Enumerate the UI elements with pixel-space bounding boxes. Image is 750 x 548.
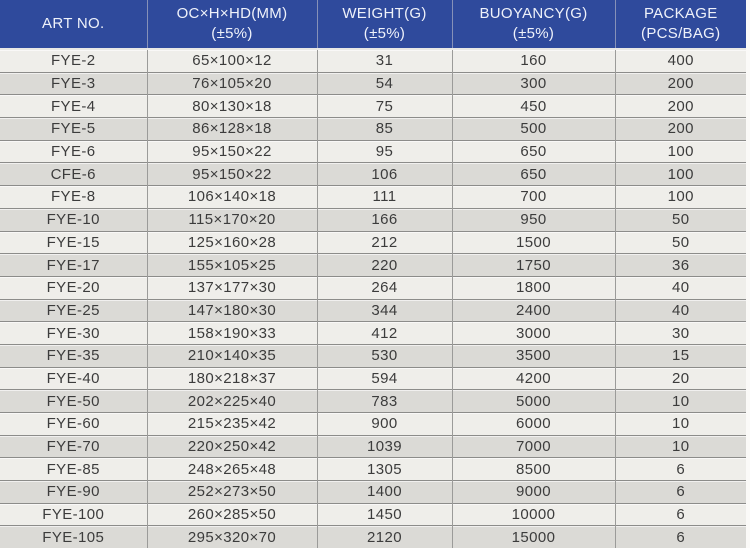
column-header-line1: WEIGHT(G) [342, 5, 427, 23]
table-cell: 95×150×22 [147, 163, 317, 186]
table-cell: 1450 [317, 503, 452, 526]
table-row [0, 299, 746, 322]
table-row [0, 95, 746, 118]
table-cell: 212 [317, 231, 452, 254]
table-cell: FYE-50 [0, 390, 147, 413]
table-cell: 1305 [317, 458, 452, 481]
table-cell: 200 [615, 118, 746, 141]
table-cell: 500 [452, 118, 615, 141]
table-cell: FYE-4 [0, 95, 147, 118]
table-cell: 106 [317, 163, 452, 186]
table-cell: FYE-40 [0, 367, 147, 390]
table-cell: 2400 [452, 299, 615, 322]
table-cell: 344 [317, 299, 452, 322]
column-header-line1: OC×H×HD(MM) [176, 5, 288, 23]
table-cell: 210×140×35 [147, 344, 317, 367]
column-header-line2: (±5%) [211, 25, 253, 42]
table-cell: 650 [452, 163, 615, 186]
column-header-3 [317, 0, 452, 49]
table-cell: 950 [452, 208, 615, 231]
table-cell: 1039 [317, 435, 452, 458]
table-row [0, 163, 746, 186]
table-cell: 7000 [452, 435, 615, 458]
table-cell: 264 [317, 276, 452, 299]
table-cell: 215×235×42 [147, 412, 317, 435]
table-cell: 80×130×18 [147, 95, 317, 118]
table-cell: 111 [317, 186, 452, 209]
table-cell: 155×105×25 [147, 254, 317, 277]
table-cell: 85 [317, 118, 452, 141]
table-cell: 10 [615, 412, 746, 435]
table-row [0, 458, 746, 481]
table-cell: 50 [615, 231, 746, 254]
column-header-1 [0, 0, 147, 49]
table-cell: 1750 [452, 254, 615, 277]
table-cell: 15 [615, 344, 746, 367]
table-cell: 137×177×30 [147, 276, 317, 299]
table-cell: 54 [317, 72, 452, 95]
table-cell: 100 [615, 140, 746, 163]
header-row [0, 0, 746, 49]
column-header-2 [147, 0, 317, 49]
table-cell: FYE-20 [0, 276, 147, 299]
table-cell: 650 [452, 140, 615, 163]
table-cell: 594 [317, 367, 452, 390]
table-cell: 95 [317, 140, 452, 163]
table-row [0, 367, 746, 390]
table-cell: 40 [615, 276, 746, 299]
table-cell: 450 [452, 95, 615, 118]
table-cell: CFE-6 [0, 163, 147, 186]
table-cell: 783 [317, 390, 452, 413]
table-cell: 160 [452, 49, 615, 72]
table-row [0, 526, 746, 548]
table-cell: 147×180×30 [147, 299, 317, 322]
table-cell: 1800 [452, 276, 615, 299]
table-cell: 200 [615, 72, 746, 95]
table-cell: 40 [615, 299, 746, 322]
table-cell: 248×265×48 [147, 458, 317, 481]
table-cell: 166 [317, 208, 452, 231]
table-cell: 300 [452, 72, 615, 95]
column-header-5 [615, 0, 746, 49]
column-header-line2: (±5%) [363, 25, 406, 42]
table-row [0, 344, 746, 367]
table-cell: FYE-60 [0, 412, 147, 435]
column-header-line1: PACKAGE [643, 5, 718, 23]
table-row [0, 503, 746, 526]
table-header [0, 0, 746, 49]
table-cell: 220×250×42 [147, 435, 317, 458]
table-cell: 31 [317, 49, 452, 72]
table-cell: 20 [615, 367, 746, 390]
table-cell: FYE-100 [0, 503, 147, 526]
table-cell: 115×170×20 [147, 208, 317, 231]
table-cell: 295×320×70 [147, 526, 317, 548]
table-cell: 180×218×37 [147, 367, 317, 390]
table-cell: 412 [317, 322, 452, 345]
table-row [0, 276, 746, 299]
table-cell: 100 [615, 186, 746, 209]
table-cell: FYE-30 [0, 322, 147, 345]
table-cell: 10 [615, 435, 746, 458]
table-cell: 530 [317, 344, 452, 367]
table-cell: 15000 [452, 526, 615, 548]
table-cell: 65×100×12 [147, 49, 317, 72]
table-row [0, 390, 746, 413]
table-row [0, 49, 746, 72]
table-cell: 36 [615, 254, 746, 277]
table-cell: 6 [615, 458, 746, 481]
table-cell: 900 [317, 412, 452, 435]
table-cell: FYE-17 [0, 254, 147, 277]
table-cell: FYE-35 [0, 344, 147, 367]
table-cell: 5000 [452, 390, 615, 413]
table-cell: 125×160×28 [147, 231, 317, 254]
table-row [0, 140, 746, 163]
table-cell: FYE-10 [0, 208, 147, 231]
table-cell: 6000 [452, 412, 615, 435]
table-cell: 10 [615, 390, 746, 413]
table-cell: 10000 [452, 503, 615, 526]
table-cell: 6 [615, 480, 746, 503]
table-cell: 86×128×18 [147, 118, 317, 141]
table-cell: FYE-6 [0, 140, 147, 163]
table-cell: FYE-3 [0, 72, 147, 95]
table-cell: FYE-105 [0, 526, 147, 548]
column-header-4 [452, 0, 615, 49]
column-header-line2: (±5%) [512, 25, 555, 42]
table-cell: 95×150×22 [147, 140, 317, 163]
table-row [0, 254, 746, 277]
table-cell: 75 [317, 95, 452, 118]
table-cell: 8500 [452, 458, 615, 481]
table-cell: 100 [615, 163, 746, 186]
table-row [0, 72, 746, 95]
column-header-line1: BUOYANCY(G) [479, 5, 588, 23]
table-cell: 106×140×18 [147, 186, 317, 209]
table-cell: 1500 [452, 231, 615, 254]
table-cell: 76×105×20 [147, 72, 317, 95]
table-cell: 6 [615, 503, 746, 526]
table-cell: 4200 [452, 367, 615, 390]
table-row [0, 322, 746, 345]
table-cell: FYE-25 [0, 299, 147, 322]
table-cell: 30 [615, 322, 746, 345]
table-row [0, 435, 746, 458]
table-row [0, 412, 746, 435]
table-row [0, 480, 746, 503]
table-cell: FYE-90 [0, 480, 147, 503]
table-row [0, 208, 746, 231]
table-cell: 6 [615, 526, 746, 548]
table-cell: 400 [615, 49, 746, 72]
table-cell: 700 [452, 186, 615, 209]
column-header-line2: (PCS/BAG) [641, 25, 721, 42]
table-cell: 3500 [452, 344, 615, 367]
table-cell: FYE-5 [0, 118, 147, 141]
table-cell: 1400 [317, 480, 452, 503]
table-cell: 200 [615, 95, 746, 118]
table-body [0, 49, 746, 548]
table-cell: 50 [615, 208, 746, 231]
table-cell: 3000 [452, 322, 615, 345]
table-cell: 158×190×33 [147, 322, 317, 345]
table-row [0, 186, 746, 209]
table-cell: 2120 [317, 526, 452, 548]
table-cell: FYE-2 [0, 49, 147, 72]
table-cell: FYE-15 [0, 231, 147, 254]
column-header-line1: ART NO. [42, 15, 105, 33]
table-cell: FYE-8 [0, 186, 147, 209]
table-cell: FYE-70 [0, 435, 147, 458]
table-cell: 202×225×40 [147, 390, 317, 413]
table-cell: 220 [317, 254, 452, 277]
table-cell: FYE-85 [0, 458, 147, 481]
table-cell: 260×285×50 [147, 503, 317, 526]
table-row [0, 118, 746, 141]
table-cell: 252×273×50 [147, 480, 317, 503]
table-row [0, 231, 746, 254]
table-cell: 9000 [452, 480, 615, 503]
